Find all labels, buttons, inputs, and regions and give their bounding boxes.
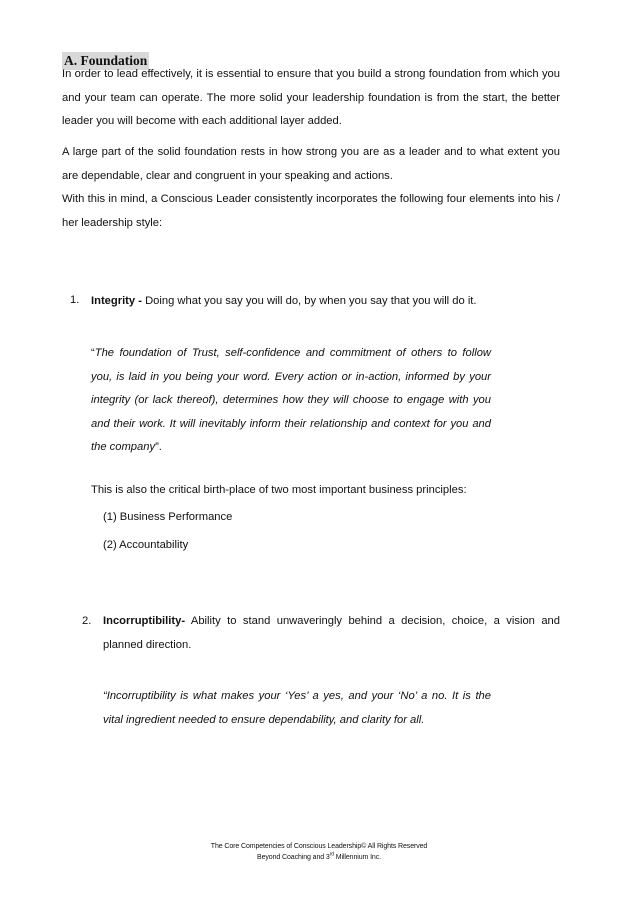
intro-paragraph: In order to lead effectively, it is essential to ensure that you build a strong foundation from which you and your team can operate. The more solid your leadership foundation is from the start, the better leader you will become with each additional layer added. bbox=[62, 68, 560, 127]
footer-company-prefix: Beyond Coaching and 3 bbox=[257, 854, 330, 861]
item-description: Ability to stand unwaveringly behind a decision, choice, a vision and planned direction. bbox=[103, 615, 560, 651]
integrity-quote bbox=[91, 342, 491, 460]
footer-company bbox=[0, 852, 638, 864]
item-title: Integrity - bbox=[91, 295, 142, 307]
item-title: Incorruptibility- bbox=[103, 615, 186, 627]
incorruptibility-quote: “Incorruptibility is what makes your ‘Yes’ a yes, and your ‘No’ a no. It is the vital ingredient needed to ensure dependability, and clarity for all. bbox=[103, 690, 491, 726]
section-heading: A. Foundation bbox=[64, 53, 148, 68]
elements-paragraph: With this in mind, a Conscious Leader consistently incorporates the following four elements into his / her leadership style: bbox=[62, 193, 560, 229]
quote-text: The foundation of Trust, self-confidence and commitment of others to follow you, is laid in you being your word. Every action or in-action, informed by your integrity (or lack thereof), determines how they will choose to engage with you and their work. It will inevitably inform their relationship and context for you and the company bbox=[91, 347, 491, 453]
footer-superscript: rd bbox=[329, 851, 334, 858]
footer-company-suffix: Millennium Inc. bbox=[333, 854, 381, 861]
principle-item: (2) Accountability bbox=[103, 539, 189, 551]
item-description: Doing what you say you will do, by when you say that you will do it. bbox=[145, 295, 477, 307]
foundation-paragraph: A large part of the solid foundation rests in how strong you are as a leader and to what extent you are dependable, clear and congruent in your speaking and actions. bbox=[62, 146, 560, 182]
item-number: 2. bbox=[82, 615, 92, 627]
footer-copyright: The Core Competencies of Conscious Leadership© All Rights Reserved bbox=[210, 843, 428, 850]
principle-item: (1) Business Performance bbox=[103, 511, 233, 523]
quote-close-mark: ”. bbox=[155, 441, 162, 453]
list-item-integrity bbox=[91, 291, 477, 311]
principles-intro: This is also the critical birth-place of two most important business principles: bbox=[91, 484, 467, 496]
list-item-incorruptibility bbox=[103, 610, 560, 657]
quote-open-mark: “ bbox=[91, 347, 95, 359]
item-number: 1. bbox=[70, 294, 80, 306]
